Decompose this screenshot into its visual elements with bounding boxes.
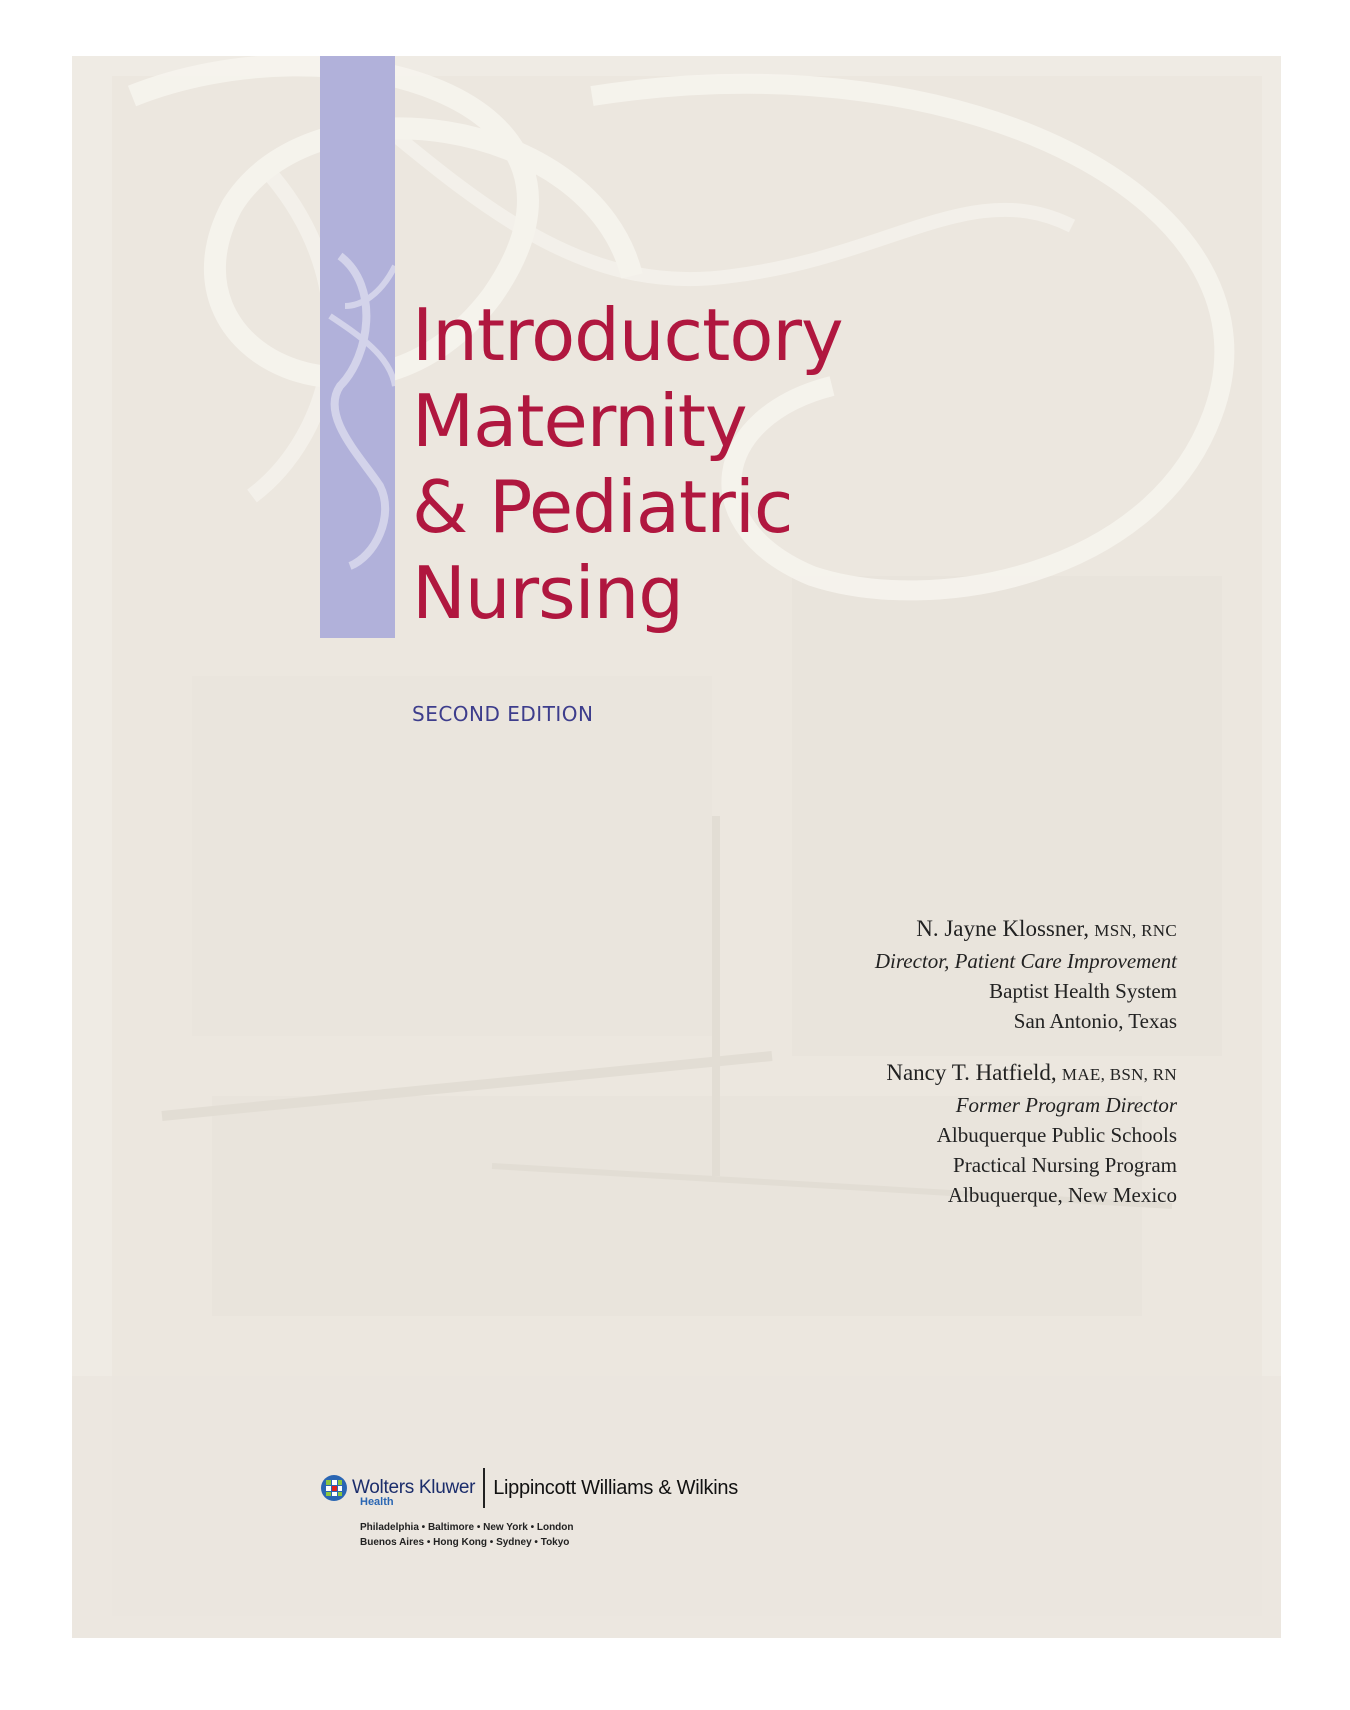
author-role: Former Program Director xyxy=(955,1093,1177,1117)
author-name: Nancy T. Hatfield, xyxy=(886,1060,1057,1085)
edition-label: SECOND EDITION xyxy=(412,702,594,726)
book-title xyxy=(412,292,843,636)
title-line: Introductory xyxy=(412,293,843,377)
author-location: Albuquerque, New Mexico xyxy=(947,1183,1177,1207)
title-line: & Pediatric xyxy=(412,465,793,549)
cities-line: Philadelphia • Baltimore • New York • London xyxy=(360,1522,574,1533)
author-list xyxy=(875,914,1177,1232)
author-name: N. Jayne Klossner, xyxy=(916,916,1090,941)
author-role: Director, Patient Care Improvement xyxy=(874,949,1177,973)
title-line: Maternity xyxy=(412,379,747,463)
cities-line: Buenos Aires • Hong Kong • Sydney • Tokyo xyxy=(360,1537,570,1548)
author-block xyxy=(875,1058,1177,1210)
accent-bar xyxy=(320,56,395,638)
author-block xyxy=(875,914,1177,1036)
publisher-parent-name: Wolters Kluwer xyxy=(352,1477,476,1498)
publisher-imprint-name: Lippincott Williams & Wilkins xyxy=(493,1476,738,1499)
author-affiliation: Albuquerque Public Schools xyxy=(936,1123,1177,1147)
author-location: San Antonio, Texas xyxy=(1013,1009,1177,1033)
title-line: Nursing xyxy=(412,551,683,635)
author-heading xyxy=(875,1058,1177,1090)
publisher-cities xyxy=(360,1520,574,1550)
figure-swirl-graphic xyxy=(320,56,395,638)
cover-page xyxy=(72,56,1281,1638)
publisher-division: Health xyxy=(360,1496,394,1508)
author-credentials: MSN, RNC xyxy=(1094,921,1177,940)
wolters-kluwer-logo-icon xyxy=(320,1474,348,1502)
publisher-divider xyxy=(483,1468,485,1508)
author-affiliation: Baptist Health System xyxy=(989,979,1177,1003)
author-affiliation: Practical Nursing Program xyxy=(953,1153,1177,1177)
author-heading xyxy=(875,914,1177,946)
publisher-block xyxy=(320,1468,738,1548)
author-credentials: MAE, BSN, RN xyxy=(1061,1065,1177,1084)
